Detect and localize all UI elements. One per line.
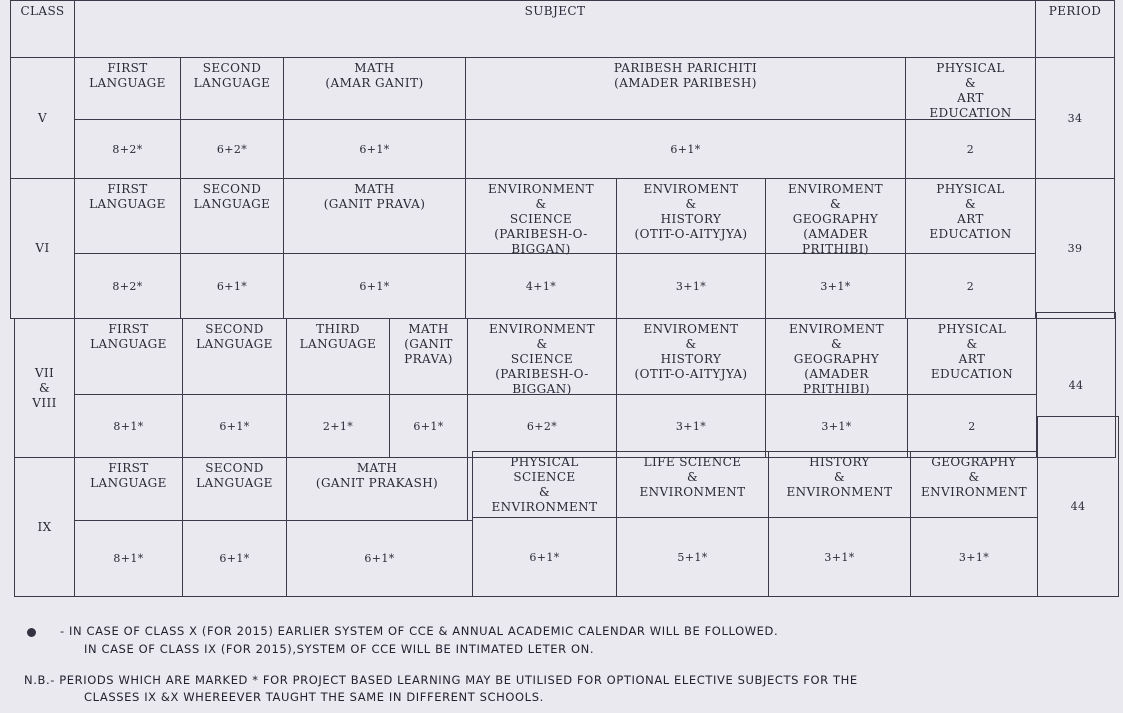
header-class: CLASS: [10, 0, 75, 58]
class-ix-period-geography: 3+1*: [910, 517, 1038, 597]
class-ix-subject-math: MATH (GANIT PRAKASH): [286, 457, 468, 521]
class-ix-period-first-language: 8+1*: [74, 520, 183, 597]
class-ix-subject-history: HISTORY & ENVIRONMENT: [768, 451, 911, 518]
class-ix-subject-physical-science: PHYSICAL SCIENCE & ENVIRONMENT: [472, 451, 617, 518]
class-vii-subject-first-language: FIRST LANGUAGE: [74, 318, 183, 395]
class-v-subject-second-language: SECOND LANGUAGE: [180, 57, 284, 120]
class-ix-period-second-language: 6+1*: [182, 520, 287, 597]
class-ix-subject-second-language: SECOND LANGUAGE: [182, 457, 287, 521]
class-vii-subject-environment-science: ENVIRONMENT & SCIENCE (PARIBESH-O- BIGGAN): [467, 318, 617, 395]
class-vii-period-second-language: 6+1*: [182, 394, 287, 458]
class-vi-subject-second-language: SECOND LANGUAGE: [180, 178, 284, 254]
class-vii-subject-enviroment-geography: ENVIROMENT & GEOGRAPHY (AMADER PRITHIBI): [765, 318, 908, 395]
class-v-label: V: [10, 57, 75, 179]
class-vii-period-math: 6+1*: [389, 394, 468, 458]
class-v-total-periods: 34: [1035, 57, 1115, 179]
class-vi-period-physical-education: 2: [905, 253, 1036, 319]
class-v-subject-physical-education: PHYSICAL & ART EDUCATION: [905, 57, 1036, 120]
class-ix-label: IX: [14, 457, 75, 597]
class-vi-subject-physical-education: PHYSICAL & ART EDUCATION: [905, 178, 1036, 254]
note-line-2: IN CASE OF CLASS IX (FOR 2015),SYSTEM OF CCE WILL BE INTIMATED LETER ON.: [84, 642, 595, 656]
class-vii-period-enviroment-history: 3+1*: [616, 394, 766, 458]
class-vi-subject-enviroment-history: ENVIROMENT & HISTORY (OTIT-O-AITYJYA): [616, 178, 766, 254]
class-vii-total-periods: 44: [1036, 312, 1116, 458]
class-v-period-paribesh: 6+1*: [465, 119, 906, 179]
class-v-subject-first-language: FIRST LANGUAGE: [74, 57, 181, 120]
class-vi-period-enviroment-geography: 3+1*: [765, 253, 906, 319]
class-v-subject-paribesh: PARIBESH PARICHITI (AMADER PARIBESH): [465, 57, 906, 120]
class-v-period-math: 6+1*: [283, 119, 466, 179]
class-vi-subject-environment-science: ENVIRONMENT & SCIENCE (PARIBESH-O- BIGGAN): [465, 178, 617, 254]
class-vi-period-enviroment-history: 3+1*: [616, 253, 766, 319]
class-vi-period-first-language: 8+2*: [74, 253, 181, 319]
class-ix-subject-first-language: FIRST LANGUAGE: [74, 457, 183, 521]
class-vi-subject-enviroment-geography: ENVIROMENT & GEOGRAPHY (AMADER PRITHIBI): [765, 178, 906, 254]
note-line-3: N.B.- PERIODS WHICH ARE MARKED * FOR PROJECT BASED LEARNING MAY BE UTILISED FOR OPTIONAL ELECTIVE SUBJECTS FOR THE: [24, 673, 858, 687]
class-vi-period-math: 6+1*: [283, 253, 466, 319]
class-ix-total-periods: 44: [1037, 416, 1119, 597]
note-line-4: CLASSES IX &X WHEREEVER TAUGHT THE SAME IN DIFFERENT SCHOOLS.: [84, 690, 544, 704]
class-ix-period-life-science: 5+1*: [616, 517, 769, 597]
class-vii-period-physical-education: 2: [907, 394, 1037, 458]
header-period: PERIOD: [1035, 0, 1115, 58]
class-vii-period-first-language: 8+1*: [74, 394, 183, 458]
class-v-period-first-language: 8+2*: [74, 119, 181, 179]
class-v-period-physical-education: 2: [905, 119, 1036, 179]
class-ix-period-physical-science: 6+1*: [472, 517, 617, 597]
class-v-subject-math: MATH (AMAR GANIT): [283, 57, 466, 120]
note-line-1: - IN CASE OF CLASS X (FOR 2015) EARLIER SYSTEM OF CCE & ANNUAL ACADEMIC CALENDAR WILL BE FOLLOWED.: [60, 624, 779, 638]
class-vii-subject-physical-education: PHYSICAL & ART EDUCATION: [907, 318, 1037, 395]
class-vii-subject-third-language: THIRD LANGUAGE: [286, 318, 390, 395]
class-vii-period-third-language: 2+1*: [286, 394, 390, 458]
class-v-period-second-language: 6+2*: [180, 119, 284, 179]
class-ix-period-math: 6+1*: [286, 520, 473, 597]
header-subject: SUBJECT: [74, 0, 1036, 58]
class-vi-period-environment-science: 4+1*: [465, 253, 617, 319]
class-vi-label: VI: [10, 178, 75, 319]
class-vii-subject-second-language: SECOND LANGUAGE: [182, 318, 287, 395]
class-ix-subject-life-science: LIFE SCIENCE & ENVIRONMENT: [616, 451, 769, 518]
class-vii-period-environment-science: 6+2*: [467, 394, 617, 458]
class-vii-viii-label: VII & VIII: [14, 318, 75, 458]
class-vi-subject-math: MATH (GANIT PRAVA): [283, 178, 466, 254]
class-vi-subject-first-language: FIRST LANGUAGE: [74, 178, 181, 254]
class-ix-subject-geography: GEOGRAPHY & ENVIRONMENT: [910, 451, 1038, 518]
class-vii-period-enviroment-geography: 3+1*: [765, 394, 908, 458]
class-vi-period-second-language: 6+1*: [180, 253, 284, 319]
class-vi-total-periods: 39: [1035, 178, 1115, 319]
class-vii-subject-enviroment-history: ENVIROMENT & HISTORY (OTIT-O-AITYJYA): [616, 318, 766, 395]
bullet-icon: [27, 628, 36, 637]
class-ix-period-history: 3+1*: [768, 517, 911, 597]
class-vii-subject-math: MATH (GANIT PRAVA): [389, 318, 468, 395]
